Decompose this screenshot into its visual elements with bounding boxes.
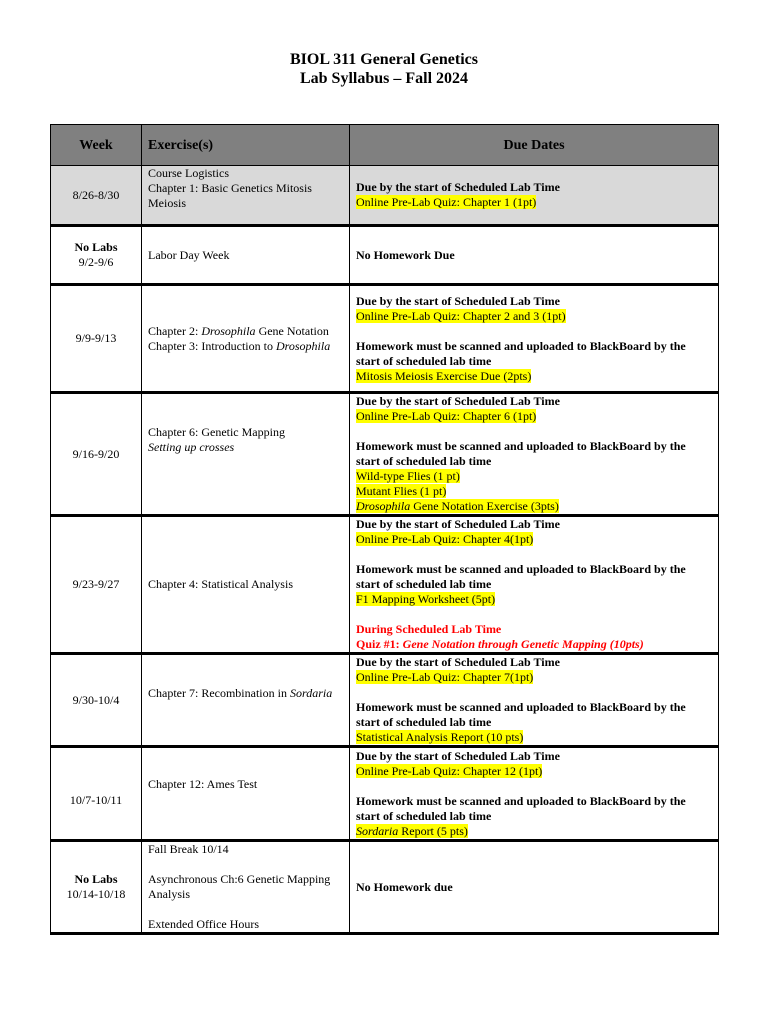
homework-heading: Homework must be scanned and uploaded to BlackBoard by the start of scheduled lab time [356,338,686,368]
week-cell [51,654,142,747]
homework-item: Mutant Flies (1 pt) [356,484,447,498]
week-column-header: Week [51,125,142,166]
prelab-quiz: Online Pre-Lab Quiz: Chapter 6 (1pt) [356,409,537,423]
exercises-cell [142,393,350,516]
week-cell [51,516,142,654]
prelab-quiz: Online Pre-Lab Quiz: Chapter 7(1pt) [356,670,534,684]
exercise-item: Extended Office Hours [148,917,260,931]
homework-heading: Homework must be scanned and uploaded to BlackBoard by the start of scheduled lab time [356,793,686,823]
due-heading: Due by the start of Scheduled Lab Time [356,394,560,408]
exercises-cell [142,226,350,285]
due-cell [350,166,719,226]
exercise-item: Course Logistics [148,166,229,180]
due-heading: No Homework due [356,879,453,894]
exercise-item: Chapter 4: Statistical Analysis [148,577,293,591]
due-cell [350,747,719,841]
homework-heading: Homework must be scanned and uploaded to BlackBoard by the start of scheduled lab time [356,562,686,591]
week-range: 10/14-10/18 [66,887,126,901]
due-cell [350,226,719,285]
exercise-item: Asynchronous Ch:6 Genetic Mapping Analysis [148,872,331,901]
table-row [51,516,719,654]
exercise-item: Chapter 12: Ames Test [148,777,258,791]
homework-heading: Homework must be scanned and uploaded to BlackBoard by the start of scheduled lab time [356,700,686,729]
due-heading: No Homework Due [356,247,455,262]
exercise-item: Chapter 7: Recombination in Sordaria [148,686,333,700]
due-cell [350,393,719,516]
homework-item: F1 Mapping Worksheet (5pt) [356,592,496,606]
due-dates-column-header: Due Dates [350,125,719,166]
table-row [51,393,719,516]
exercise-item: Setting up crosses [148,440,235,454]
title-line-1: BIOL 311 General Genetics [290,51,478,68]
quiz-announcement: Quiz #1: Gene Notation through Genetic Mapping (10pts) [356,637,644,651]
week-range: 9/16-9/20 [72,446,120,461]
table-header-row [51,125,719,166]
table-row [51,841,719,934]
exercises-cell [142,841,350,934]
week-cell [51,166,142,226]
exercise-item: Fall Break 10/14 [148,842,229,856]
exercise-item: Chapter 2: Drosophila Gene Notation [148,323,329,338]
title-line-2: Lab Syllabus – Fall 2024 [299,70,469,87]
prelab-quiz: Online Pre-Lab Quiz: Chapter 1 (1pt) [356,195,537,209]
week-range: 8/26-8/30 [72,187,120,202]
due-cell [350,654,719,747]
homework-item: Mitosis Meiosis Exercise Due (2pts) [356,368,532,383]
no-labs-label: No Labs [74,240,118,254]
week-cell [51,841,142,934]
homework-item: Wild-type Flies (1 pt) [356,469,460,483]
table-row [51,166,719,226]
table-row [51,747,719,841]
exercise-item: Chapter 1: Basic Genetics Mitosis Meiosis [148,181,312,210]
homework-heading: Homework must be scanned and uploaded to BlackBoard by the start of scheduled lab time [356,439,686,468]
no-labs-label: No Labs [74,872,118,886]
exercises-cell [142,285,350,393]
week-cell [51,226,142,285]
week-range: 10/7-10/11 [69,793,123,807]
due-heading: Due by the start of Scheduled Lab Time [356,748,560,763]
prelab-quiz: Online Pre-Lab Quiz: Chapter 2 and 3 (1pt) [356,308,566,323]
exercises-column-header: Exercise(s) [142,125,350,166]
exercises-cell [142,654,350,747]
week-cell [51,285,142,393]
due-heading: Due by the start of Scheduled Lab Time [356,655,560,669]
week-range: 9/23-9/27 [72,577,120,591]
due-heading: Due by the start of Scheduled Lab Time [356,517,560,531]
prelab-quiz: Online Pre-Lab Quiz: Chapter 4(1pt) [356,532,534,546]
prelab-quiz: Online Pre-Lab Quiz: Chapter 12 (1pt) [356,763,543,778]
table-row [51,226,719,285]
week-range: 9/30-10/4 [72,692,120,707]
table-row [51,654,719,747]
due-cell [350,516,719,654]
exercise-item: Chapter 3: Introduction to Drosophila [148,338,331,353]
homework-item: Sordaria Report (5 pts) [356,823,468,838]
due-heading: Due by the start of Scheduled Lab Time [356,293,560,308]
week-cell [51,747,142,841]
table-row [51,285,719,393]
exercises-cell [142,166,350,226]
homework-item: Statistical Analysis Report (10 pts) [356,730,524,744]
homework-item: Drosophila Gene Notation Exercise (3pts) [356,499,559,513]
due-cell [350,285,719,393]
exercises-cell [142,516,350,654]
due-heading: Due by the start of Scheduled Lab Time [356,180,560,194]
exercises-cell [142,747,350,841]
exercise-item: Chapter 6: Genetic Mapping [148,425,285,439]
week-range: 9/9-9/13 [75,331,117,345]
week-cell [51,393,142,516]
due-cell [350,841,719,934]
week-range: 9/2-9/6 [78,255,114,269]
document-title [0,50,768,88]
exercise-item: Labor Day Week [148,247,230,262]
syllabus-table [50,124,719,935]
in-lab-heading: During Scheduled Lab Time [356,622,502,636]
